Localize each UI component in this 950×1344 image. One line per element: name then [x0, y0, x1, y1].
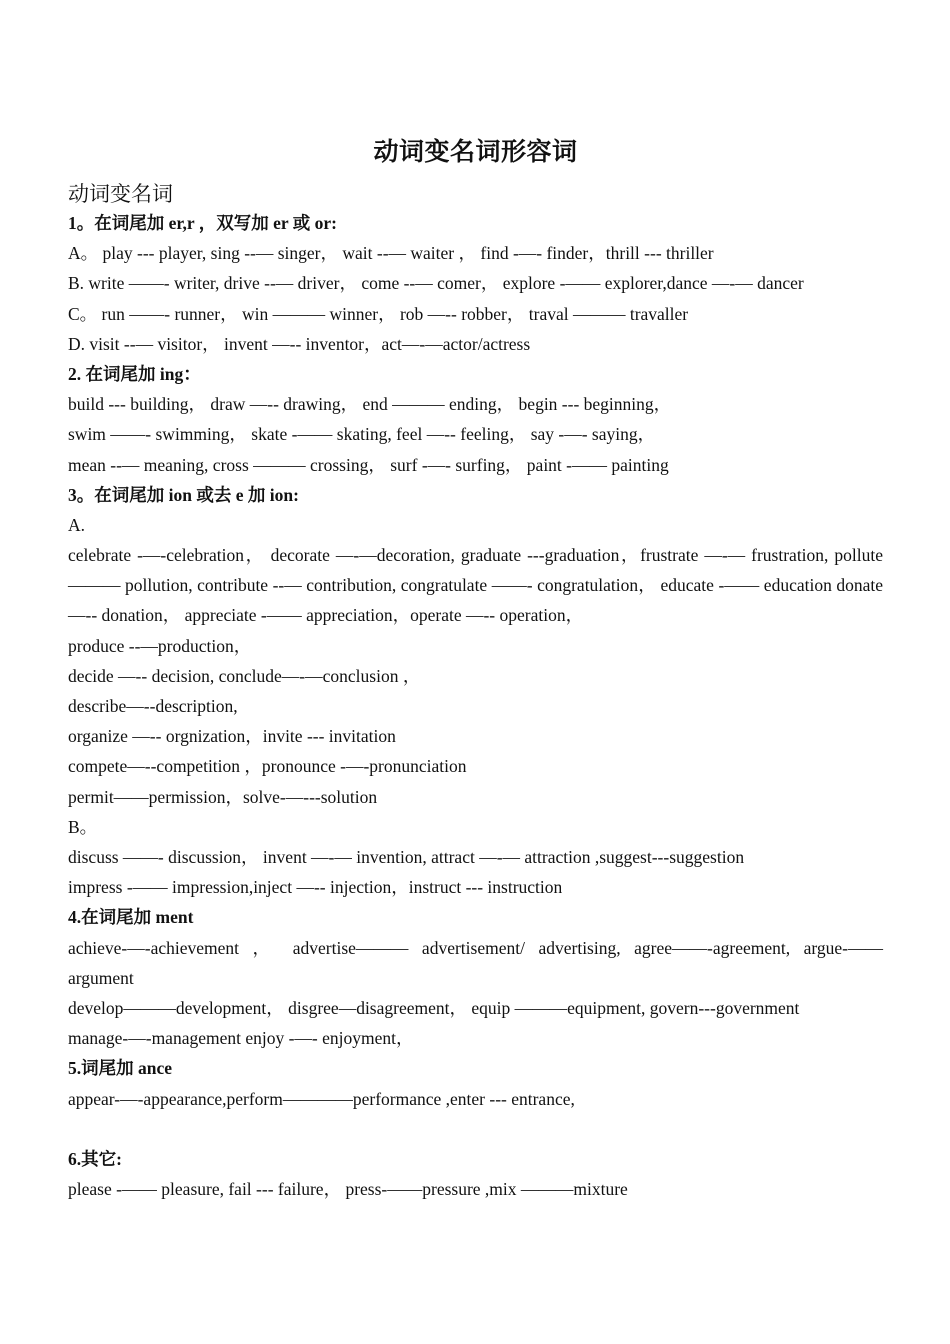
text-line: C。 run ——- runner， win ——— winner， rob —-- robber， traval ——— travaller — [68, 303, 689, 324]
document-body — [68, 208, 883, 1204]
text-line: mean --— meaning, cross ——— crossing， surf -—- surfing， paint -—— painting — [68, 454, 669, 475]
blank-line — [68, 1114, 883, 1144]
text-line: achieve-—-achievement ， advertise——— advertisement/ advertising, agree——-agreement, argue-——argument — [68, 937, 883, 988]
text-line: organize —-- orgnization，invite --- invitation — [68, 726, 396, 747]
text-line: manage-—-management enjoy -—- enjoyment， — [68, 1028, 414, 1049]
text-line: develop———development， disgree—disagreement， equip ———equipment, govern---government — [68, 997, 800, 1018]
subsection-heading: 4.在词尾加 ment — [68, 907, 194, 928]
text-line: decide —-- decision, conclude—-—conclusion ， — [68, 665, 421, 686]
subsection-heading: 6.其它: — [68, 1148, 122, 1169]
section-heading: 动词变名词 — [68, 182, 173, 206]
text-line: A。 play --- player, sing --— singer， wait --— waiter ， find -—- finder，thrill --- thriller — [68, 243, 714, 264]
subsection-heading: 1。在词尾加 er,r ，双写加 er 或 or: — [68, 213, 337, 233]
text-line: appear-—-appearance,perform————performance ,enter --- entrance, — [68, 1088, 575, 1109]
text-line: describe—--description, — [68, 696, 238, 717]
text-line: discuss ——- discussion， invent —-— invention, attract —-— attraction ,suggest---suggestion — [68, 846, 745, 867]
text-line: compete—--competition ，pronounce -—-pronunciation — [68, 756, 467, 777]
text-line: build --- building， draw —-- drawing， end ——— ending， begin --- beginning， — [68, 394, 672, 415]
subsection-heading: 2. 在词尾加 ing： — [68, 363, 201, 384]
subsection-heading: 3。在词尾加 ion 或去 e 加 ion: — [68, 484, 299, 505]
text-line: B。 — [68, 816, 98, 837]
document-title: 动词变名词形容词 — [373, 139, 578, 166]
text-line: permit——permission，solve-—---solution — [68, 786, 378, 807]
text-line: celebrate -—-celebration， decorate —-—decoration, graduate ---graduation，frustrate —-— frustration, pollute ——— pollution, contribute --— contribution, congratulate ——- congratulation， educate -—— education donate —-- donation， appreciate -—— appreciation，operate —-- operation， — [68, 545, 883, 626]
text-line: swim ——- swimming， skate -—— skating, feel —-- feeling， say -—- saying， — [68, 424, 656, 445]
text-line: please -—— pleasure, fail --- failure， press-——pressure ,mix ———mixture — [68, 1179, 628, 1200]
text-line: D. visit --— visitor， invent —-- inventor，act—-—actor/actress — [68, 333, 531, 354]
subsection-heading: 5.词尾加 ance — [68, 1058, 173, 1079]
text-line: A. — [68, 514, 86, 535]
text-line: impress -—— impression,inject —-- injection，instruct --- instruction — [68, 877, 563, 898]
text-line: produce --—production， — [68, 635, 252, 656]
text-line: B. write ——- writer, drive --— driver， come --— comer， explore -—— explorer,dance —-— dancer — [68, 273, 804, 294]
